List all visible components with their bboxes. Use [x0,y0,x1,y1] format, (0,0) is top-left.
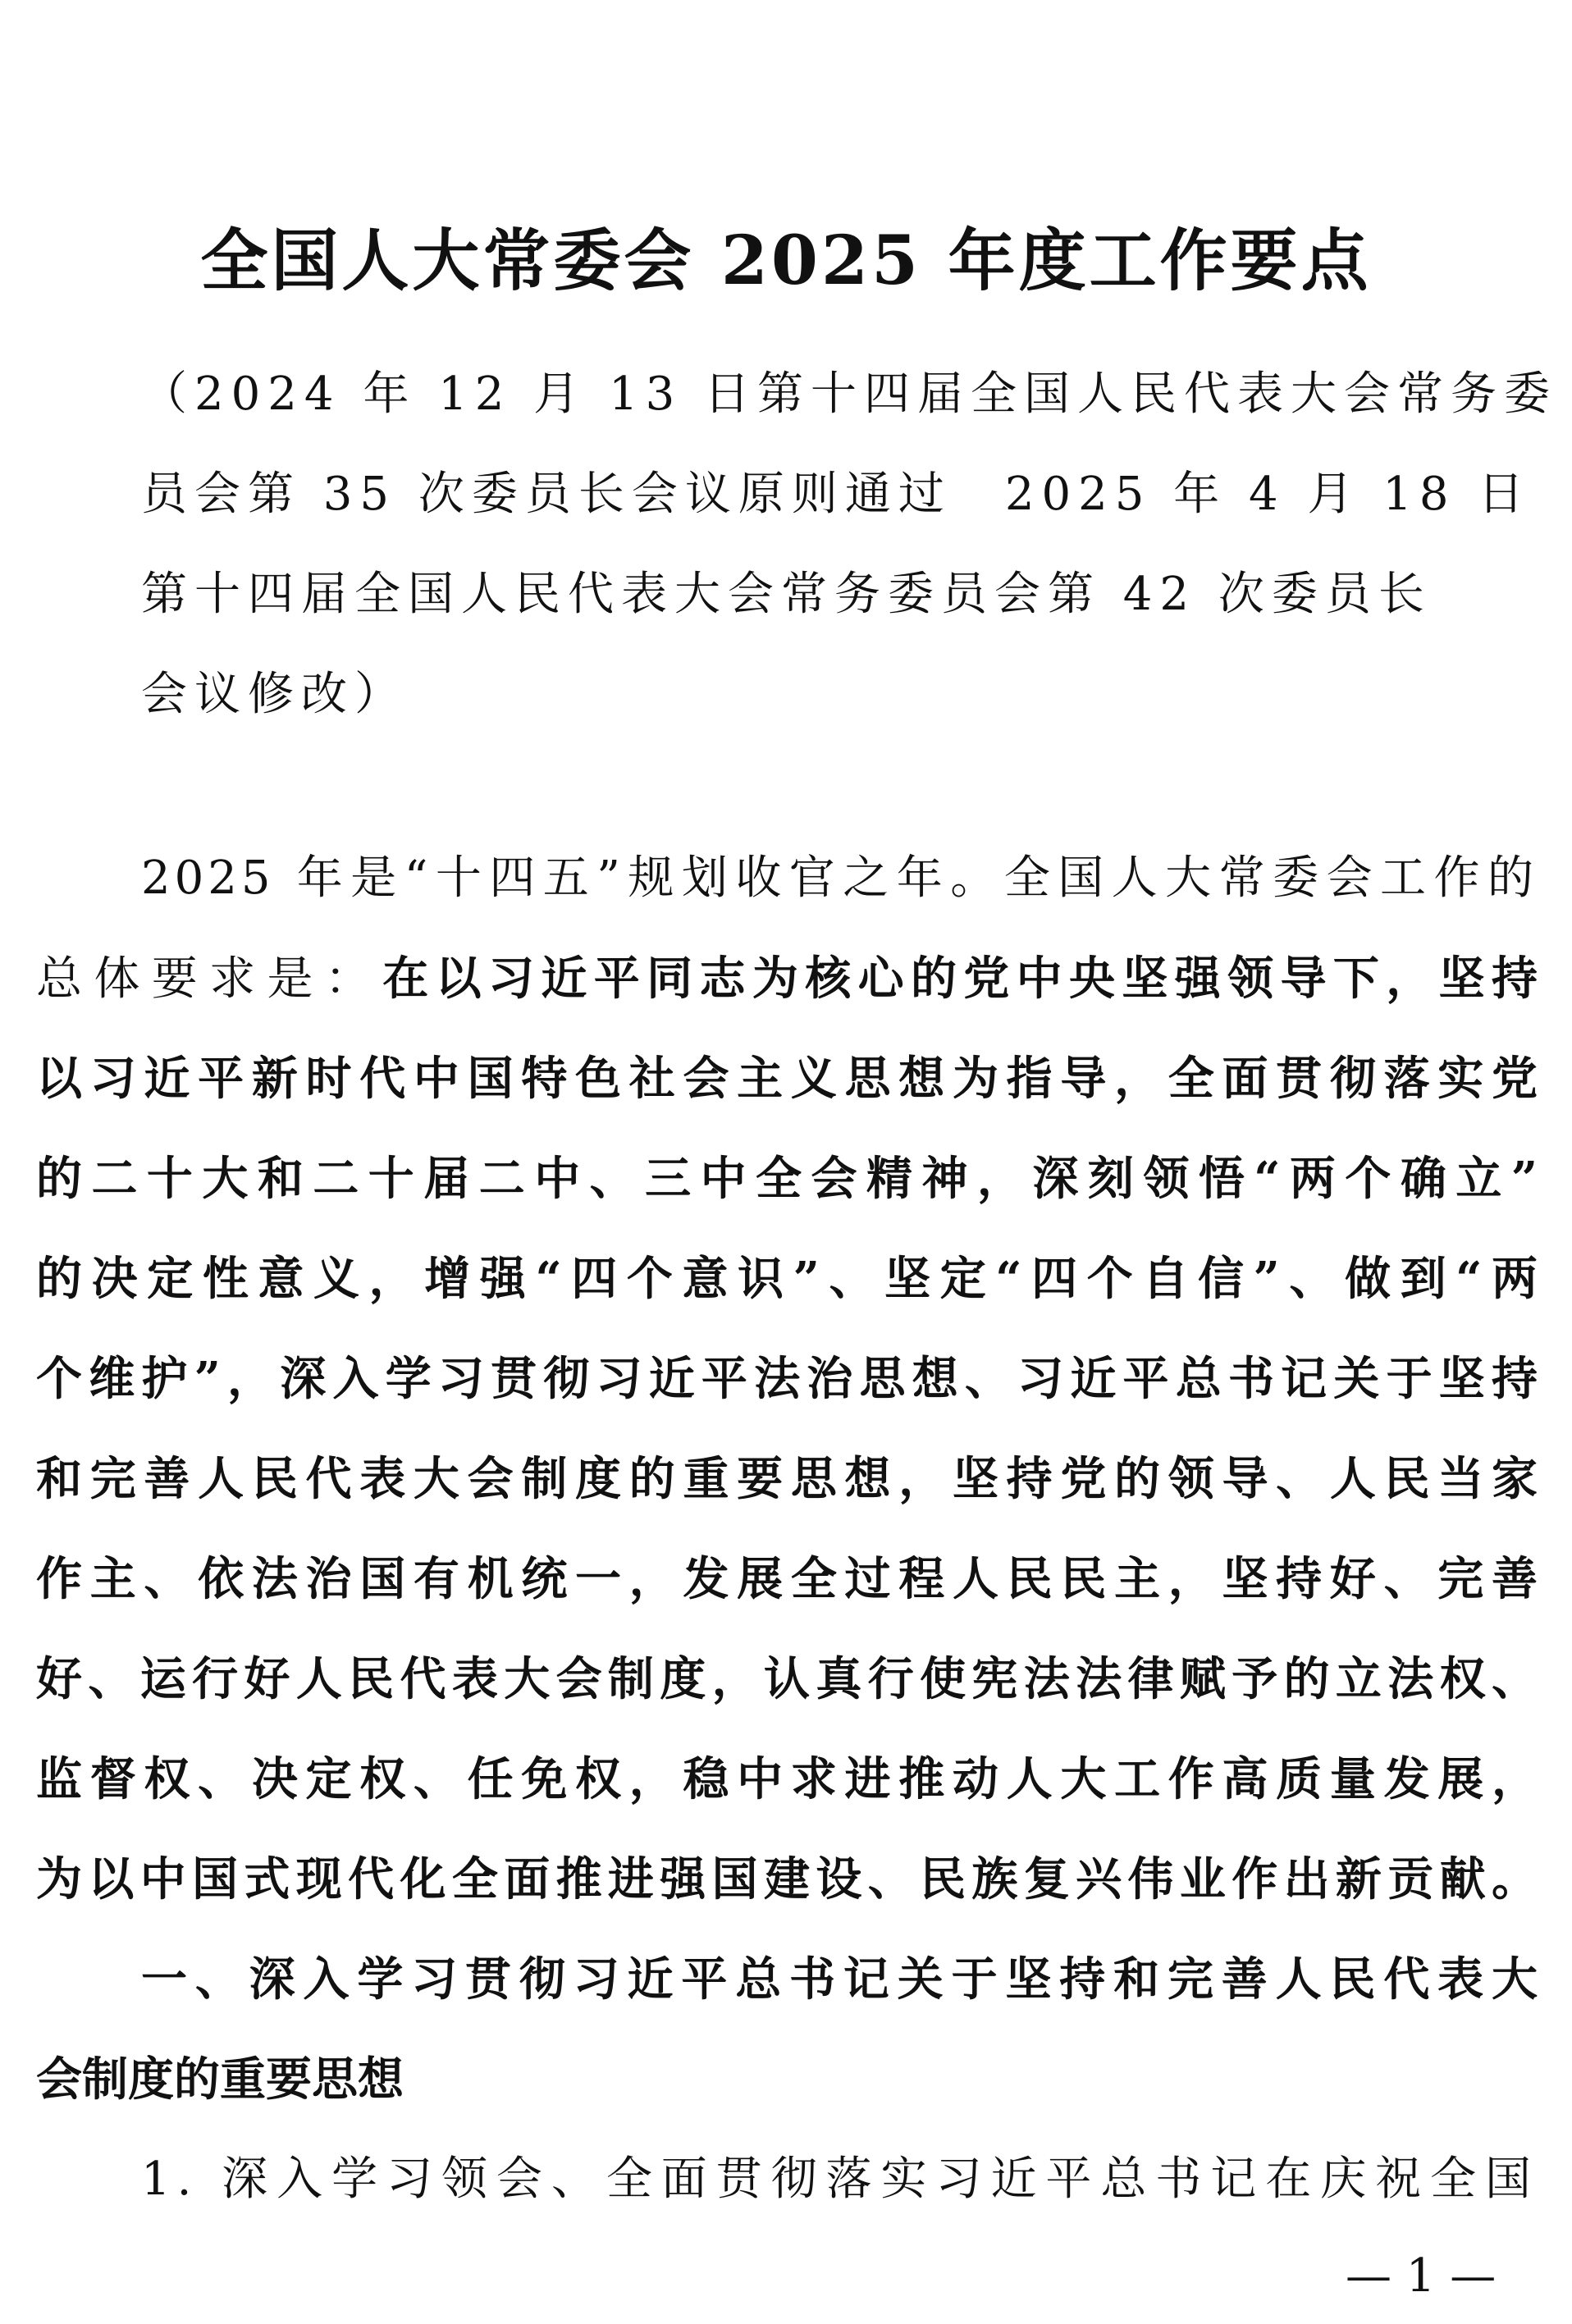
section-heading: 一、深入学习贯彻习近平总书记关于坚持和完善人民代表大 [141,1952,1538,2007]
intro-bold-line: 作主、依法治国有机统一，发展全过程人民民主，坚持好、完善 [36,1552,1538,1606]
intro-line: 2025 年是“十四五”规划收官之年。全国人大常委会工作的 [141,852,1538,905]
document-body [36,829,1538,2230]
intro-bold-line: 个维护”，深入学习贯彻习近平法治思想、习近平总书记关于坚持 [36,1352,1538,1406]
document-title: 全国人大常委会 2025 年度工作要点 [200,221,1372,300]
subtitle-line: 第十四届全国人民代表大会常务委员会第 42 次委员长 [141,568,1432,621]
section-heading: 会制度的重要思想 [36,2052,404,2107]
intro-bold-line: 的决定性意义，增强“四个意识”、坚定“四个自信”、做到“两 [36,1252,1538,1306]
item-line: 1. 深入学习领会、全面贯彻落实习近平总书记在庆祝全国 [141,2153,1538,2206]
subtitle-line: 员会第 35 次委员长会议原则通过 2025 年 4 月 18 日 [141,468,1532,521]
subtitle-line: （2024 年 12 月 13 日第十四届全国人民代表大会常务委 [141,368,1558,421]
intro-plain-text: 总体要求是： [36,952,383,1006]
intro-bold-line: 为以中国式现代化全面推进强国建设、民族复兴伟业作出新贡献。 [36,1852,1538,1906]
intro-bold-line: 监督权、决定权、任免权，稳中求进推动人大工作高质量发展， [36,1752,1538,1806]
document-subtitle [141,345,1558,745]
subtitle-line: 会议修改） [141,668,408,721]
page-number: — 1 — [1346,2249,1497,2303]
intro-bold-line: 以习近平新时代中国特色社会主义思想为指导，全面贯彻落实党 [36,1052,1538,1106]
intro-bold-line: 和完善人民代表大会制度的重要思想，坚持党的领导、人民当家 [36,1452,1538,1506]
intro-line [36,929,1538,1029]
intro-bold-line: 的二十大和二十届二中、三中全会精神，深刻领悟“两个确立” [36,1152,1538,1206]
intro-bold-text: 在以习近平同志为核心的党中央坚强领导下，坚持 [382,952,1538,1006]
intro-bold-line: 好、运行好人民代表大会制度，认真行使宪法法律赋予的立法权、 [36,1652,1538,1706]
